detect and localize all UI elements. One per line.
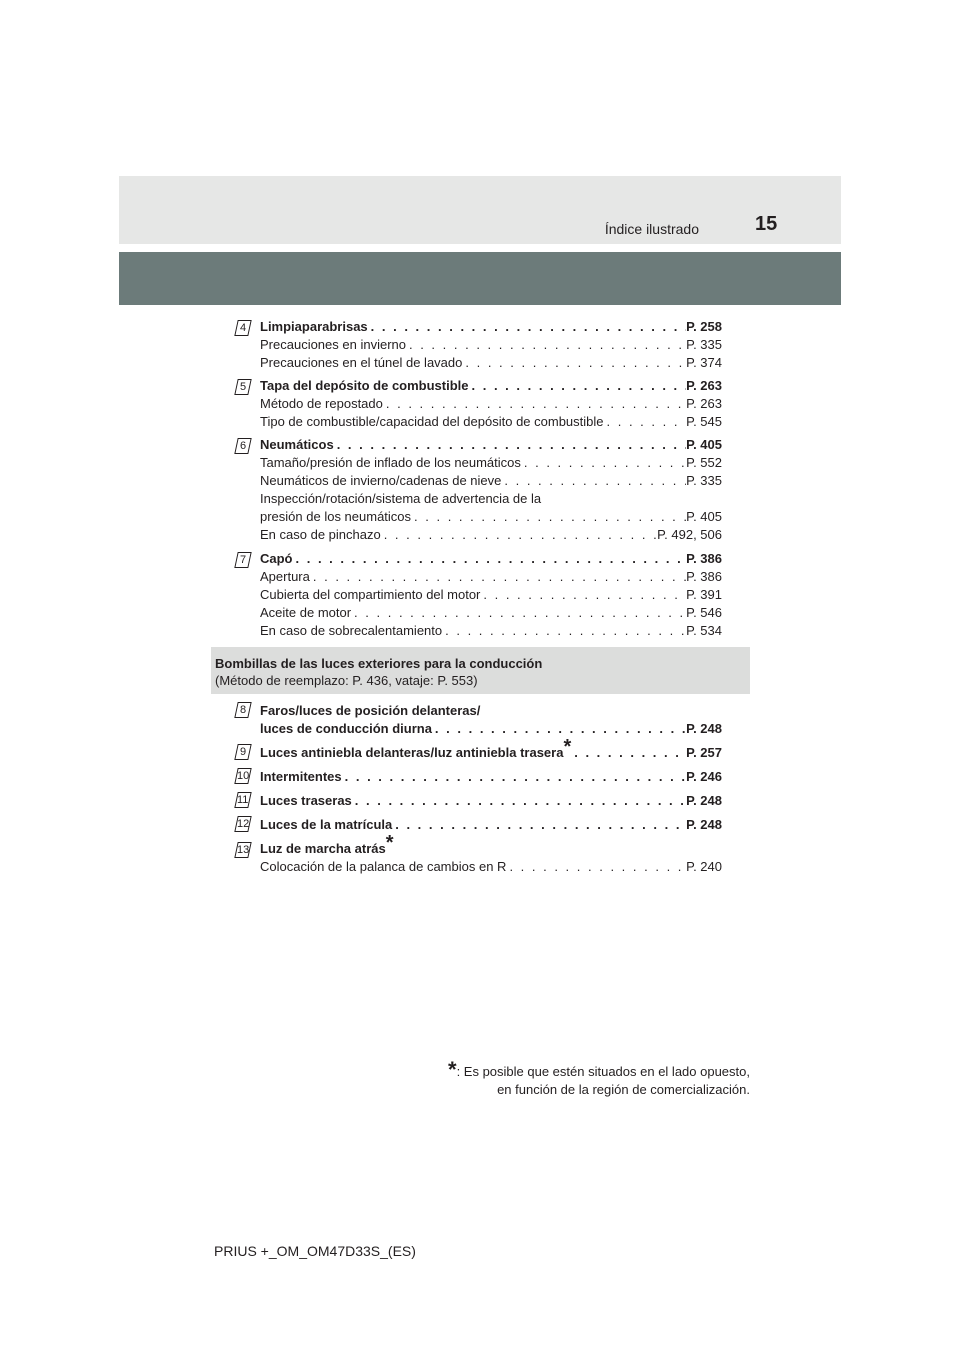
- entry-sub-label: Apertura: [260, 569, 310, 584]
- entry-sub-row: [260, 454, 722, 472]
- leader-dots: [368, 318, 686, 336]
- page-reference-link[interactable]: P. 386: [686, 551, 722, 566]
- entry-label: Neumáticos: [260, 437, 334, 452]
- header-band: [119, 176, 841, 244]
- entry-sub-label: Cubierta del compartimiento del motor: [260, 587, 481, 602]
- entry-sub-label: Precauciones en invierno: [260, 337, 406, 352]
- page-reference-link[interactable]: P. 258: [686, 319, 722, 334]
- entry-sub-row: [260, 395, 722, 413]
- page-reference-link[interactable]: P. 246: [686, 769, 722, 784]
- entry-sub-row: [260, 413, 722, 431]
- page-reference-link[interactable]: P. 374: [686, 355, 722, 370]
- leader-dots: [462, 354, 686, 372]
- entry-turn-signals: [260, 768, 722, 786]
- entry-sub-label: Método de repostado: [260, 396, 383, 411]
- index-entry: [260, 436, 722, 544]
- entry-sub-label: En caso de sobrecalentamiento: [260, 623, 443, 638]
- leader-dots: [571, 744, 686, 762]
- section-heading: Bombillas de las luces exteriores para la conducción: [215, 656, 543, 671]
- page-reference-link[interactable]: P. 405: [686, 509, 722, 524]
- leader-dots: [351, 604, 686, 622]
- page-reference-link[interactable]: P. 335: [686, 337, 722, 352]
- leader-dots: [480, 586, 686, 604]
- entry-sub-label: Inspección/rotación/sistema de advertencia de la: [260, 491, 542, 506]
- entry-sub-row: [260, 622, 722, 640]
- leader-dots: [469, 377, 687, 395]
- entry-sub-row: [260, 526, 722, 544]
- entry-label: luces de conducción diurna: [260, 721, 432, 736]
- entry-sub-label: presión de los neumáticos: [260, 509, 412, 524]
- leader-dots: [310, 568, 686, 586]
- entry-label: Capó: [260, 551, 293, 566]
- leader-dots: [501, 472, 686, 490]
- index-entry: [260, 550, 722, 640]
- leader-dots: [506, 858, 686, 876]
- page-reference-link[interactable]: P. 545: [686, 414, 722, 429]
- footnote: [448, 1057, 750, 1099]
- entry-label: Luz de marcha atrás*: [260, 832, 394, 856]
- entry-sub-label: Colocación de la palanca de cambios en R: [260, 859, 507, 874]
- entry-sub-row: [260, 568, 722, 586]
- entry-main-row: [260, 318, 722, 336]
- index-entry: [260, 318, 722, 372]
- page-reference-link[interactable]: P. 263: [686, 396, 722, 411]
- entry-license-plate-lights: [260, 816, 722, 834]
- entry-sub-label: Tamaño/presión de inflado de los neumáticos: [260, 455, 521, 470]
- page-reference-link[interactable]: P. 391: [686, 587, 722, 602]
- callout-badge-11: 11: [234, 792, 251, 808]
- page-reference-link[interactable]: P. 386: [686, 569, 722, 584]
- footnote-asterisk: *: [448, 1057, 457, 1082]
- asterisk-mark: *: [563, 736, 572, 758]
- entry-label: Limpiaparabrisas: [260, 319, 368, 334]
- header-image-bar: [119, 252, 841, 305]
- entry-sub-label: Aceite de motor: [260, 605, 352, 620]
- entry-sub-row: [260, 586, 722, 604]
- entry-main-row: [260, 550, 722, 568]
- section-title: Índice ilustrado: [604, 221, 699, 237]
- page-reference-link[interactable]: P. 240: [686, 859, 722, 874]
- page-reference-link[interactable]: P. 335: [686, 473, 722, 488]
- leader-dots: [352, 792, 686, 810]
- entry-main-row: [260, 768, 722, 786]
- callout-badge-4: 4: [234, 320, 251, 336]
- exterior-lights-section: [211, 647, 750, 694]
- footnote-line-2: en función de la región de comercialización.: [497, 1082, 750, 1097]
- entry-main-row: [260, 720, 722, 738]
- entry-reverse-light: [260, 832, 722, 876]
- entry-label: Tapa del depósito de combustible: [260, 378, 469, 393]
- entry-sub-row: [260, 490, 722, 508]
- page-reference-link[interactable]: P. 552: [686, 455, 722, 470]
- entry-label: Luces antiniebla delanteras/luz antiniebla trasera*: [260, 736, 572, 760]
- footnote-line-1: : Es posible que estén situados en el lado opuesto,: [456, 1064, 750, 1079]
- entry-sub-row: [260, 336, 722, 354]
- entry-sub-row: [260, 858, 722, 876]
- page-reference-link[interactable]: P. 534: [686, 623, 722, 638]
- entry-headlights: [260, 702, 722, 738]
- callout-badge-5: 5: [234, 379, 251, 395]
- leader-dots: [392, 816, 686, 834]
- entry-sub-row: [260, 354, 722, 372]
- entry-label-line: Faros/luces de posición delanteras/: [260, 703, 481, 718]
- entry-main-row: [260, 436, 722, 454]
- asterisk-mark: *: [385, 832, 394, 854]
- entry-fog-lights: [260, 736, 722, 762]
- leader-dots: [381, 526, 657, 544]
- leader-dots: [521, 454, 686, 472]
- page-reference-link[interactable]: P. 248: [686, 721, 722, 736]
- page-reference-link[interactable]: P. 248: [686, 793, 722, 808]
- entry-main-row: [260, 736, 722, 762]
- page-number: 15: [755, 213, 778, 235]
- entry-tail-lights: [260, 792, 722, 810]
- page-reference-link[interactable]: P. 492, 506: [657, 527, 722, 542]
- entry-sub-label: Tipo de combustible/capacidad del depósito de combustible: [260, 414, 604, 429]
- index-entry: [260, 377, 722, 431]
- leader-dots: [604, 413, 687, 431]
- page-reference-link[interactable]: P. 248: [686, 817, 722, 832]
- leader-dots: [432, 720, 686, 738]
- leader-dots: [334, 436, 686, 454]
- callout-badge-7: 7: [234, 552, 251, 568]
- callout-badge-8: 8: [234, 702, 251, 718]
- leader-dots: [342, 768, 686, 786]
- entry-sub-label: En caso de pinchazo: [260, 527, 381, 542]
- entry-sub-label: Neumáticos de invierno/cadenas de nieve: [260, 473, 502, 488]
- page-reference-link[interactable]: P. 263: [686, 378, 722, 393]
- entry-main-row: [260, 792, 722, 810]
- callout-badge-12: 12: [234, 816, 251, 832]
- entry-sub-row: [260, 472, 722, 490]
- entry-main-row: [260, 816, 722, 834]
- page-reference-link[interactable]: P. 546: [686, 605, 722, 620]
- entry-sub-row: [260, 604, 722, 622]
- callout-badge-6: 6: [234, 438, 251, 454]
- callout-badge-9: 9: [234, 744, 251, 760]
- section-subheading: (Método de reemplazo: P. 436, vataje: P. 553): [215, 673, 478, 688]
- leader-dots: [442, 622, 686, 640]
- leader-dots: [406, 336, 686, 354]
- entry-label: Luces traseras: [260, 793, 352, 808]
- entry-label: Intermitentes: [260, 769, 342, 784]
- callout-badge-10: 10: [234, 768, 251, 784]
- entry-sub-label: Precauciones en el túnel de lavado: [260, 355, 463, 370]
- entry-sub-row: [260, 508, 722, 526]
- page-reference-link[interactable]: P. 257: [686, 745, 722, 760]
- leader-dots: [411, 508, 686, 526]
- entry-label: Luces de la matrícula: [260, 817, 393, 832]
- page-reference-link[interactable]: P. 405: [686, 437, 722, 452]
- leader-dots: [383, 395, 686, 413]
- document-code: PRIUS +_OM_OM47D33S_(ES): [214, 1243, 416, 1259]
- leader-dots: [293, 550, 687, 568]
- entry-main-row: [260, 377, 722, 395]
- callout-badge-13: 13: [234, 842, 251, 858]
